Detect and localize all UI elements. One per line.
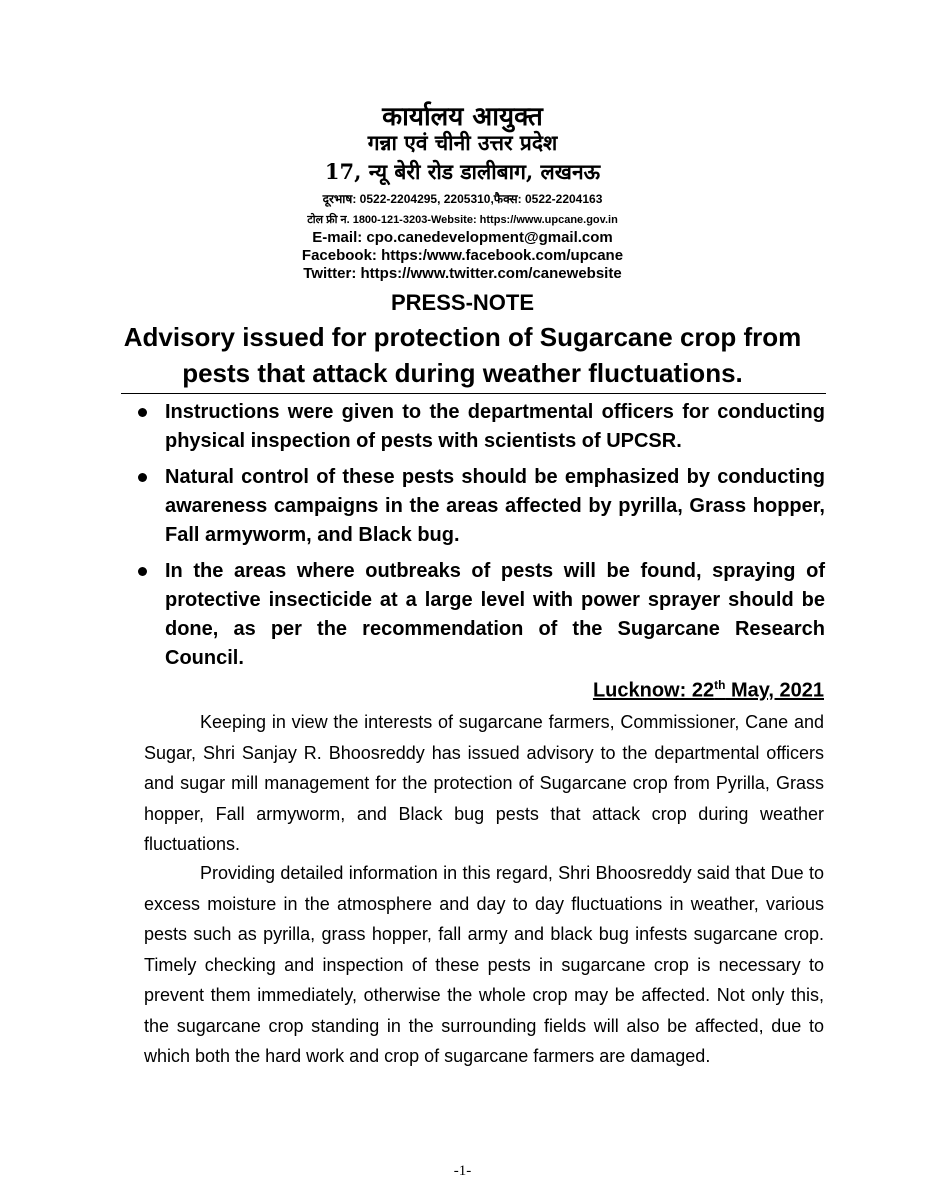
dateline-suffix: May, 2021: [725, 679, 824, 702]
headline-line-1: Advisory issued for protection of Sugarcane crop from: [123, 322, 802, 352]
email-line: E-mail: cpo.canedevelopment@gmail.com: [312, 229, 613, 246]
bullet-text: Natural control of these pests should be emphasized by conducting awareness campaigns in the areas affected by pyrilla, Grass hopper, Fall armyworm, and Black bug.: [165, 466, 825, 546]
tollfree-website-line: टोल फ्री न. 1800-121-3203-Website: https://www.upcane.gov.in: [307, 214, 618, 226]
headline-line-2: pests that attack during weather fluctuations.: [182, 358, 743, 388]
bullet-icon: [138, 408, 147, 417]
phone-fax-line: दूरभाष: 0522-2204295, 2205310,फैक्स: 0522-2204163: [322, 192, 603, 206]
body-paragraph: Keeping in view the interests of sugarcane farmers, Commissioner, Cane and Sugar, Shri Sanjay R. Bhoosreddy has issued advisory to the departmental officers and sugar mill management for the protection of Sugarcane crop from Pyrilla, Grass hopper, Fall armyworm, and Black bug pests that attack crop during weather fluctuations.: [144, 712, 824, 854]
office-title: कार्यालय आयुक्त: [382, 102, 543, 132]
bullet-text: In the areas where outbreaks of pests will be found, spraying of protective insecticide at a large level with power sprayer should be done, as per the recommendation of the Sugarcane Research Council.: [165, 560, 825, 669]
heading-divider: [121, 393, 826, 394]
bullet-icon: [138, 473, 147, 482]
bullet-text: Instructions were given to the departmental officers for conducting physical inspection of pests with scientists of UPCSR.: [165, 401, 825, 452]
page-number: -1-: [453, 1163, 472, 1179]
dateline-superscript: th: [714, 678, 726, 692]
dateline: [593, 678, 824, 703]
facebook-line: Facebook: https:/www.facebook.com/upcane: [301, 247, 624, 264]
twitter-line: Twitter: https://www.twitter.com/canewebsite: [303, 265, 622, 282]
bullet-icon: [138, 567, 147, 576]
body-paragraph: Providing detailed information in this regard, Shri Bhoosreddy said that Due to excess moisture in the atmosphere and day to day fluctuations in weather, various pests such as pyrilla, grass hopper, fall army and black bug infests sugarcane crop. Timely checking and inspection of these pests in sugarcane crop is necessary to prevent them immediately, otherwise the whole crop may be affected. Not only this, the sugarcane crop standing in the surrounding fields will also be affected, due to which both the hard work and crop of sugarcane farmers are damaged.: [144, 863, 824, 1066]
press-note-label: PRESS-NOTE: [390, 290, 535, 315]
dateline-prefix: Lucknow: 22: [592, 679, 715, 702]
department-name: गन्ना एवं चीनी उत्तर प्रदेश: [367, 130, 558, 155]
office-address: 17, न्यू बेरी रोड डालीबाग, लखनऊ: [324, 159, 601, 184]
